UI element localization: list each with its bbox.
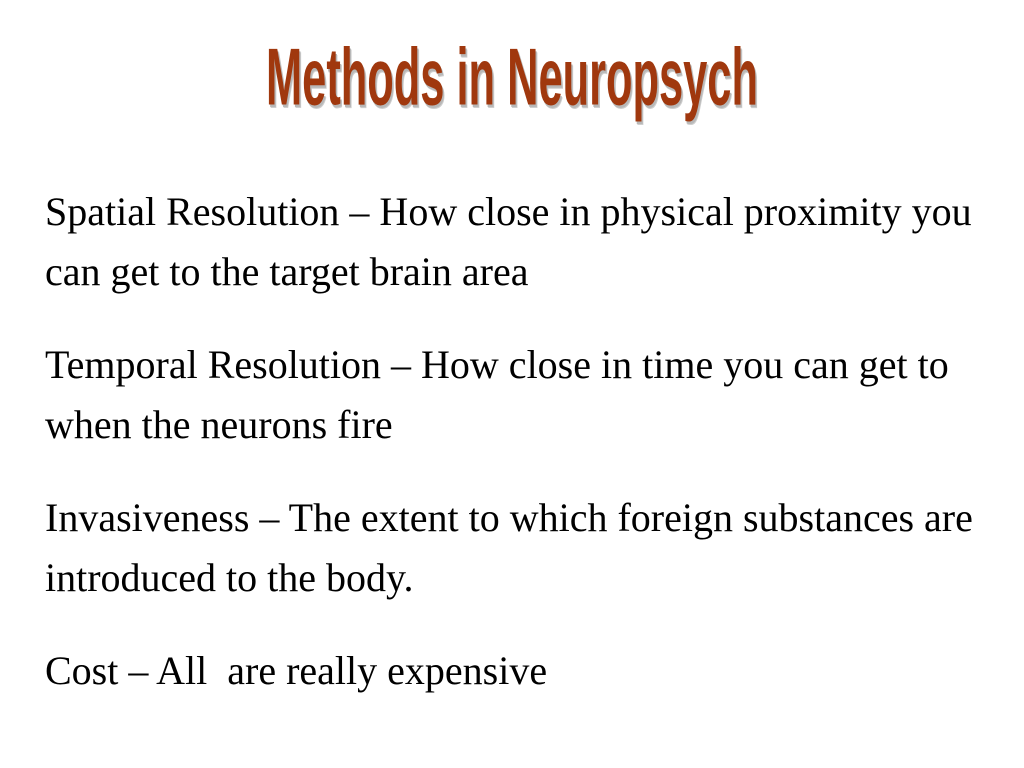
paragraph-invasiveness: Invasiveness – The extent to which foreign substances are introduced to the body. (45, 495, 983, 600)
paragraph-spatial-resolution: Spatial Resolution – How close in physical proximity you can get to the target brain area (45, 189, 982, 294)
paragraph-temporal-resolution: Temporal Resolution – How close in time you can get to when the neurons fire (45, 342, 959, 447)
slide-body (45, 182, 1005, 734)
paragraph-cost: Cost – All are really expensive (45, 648, 548, 693)
slide-title: Methods in Neuropsych (266, 32, 758, 122)
